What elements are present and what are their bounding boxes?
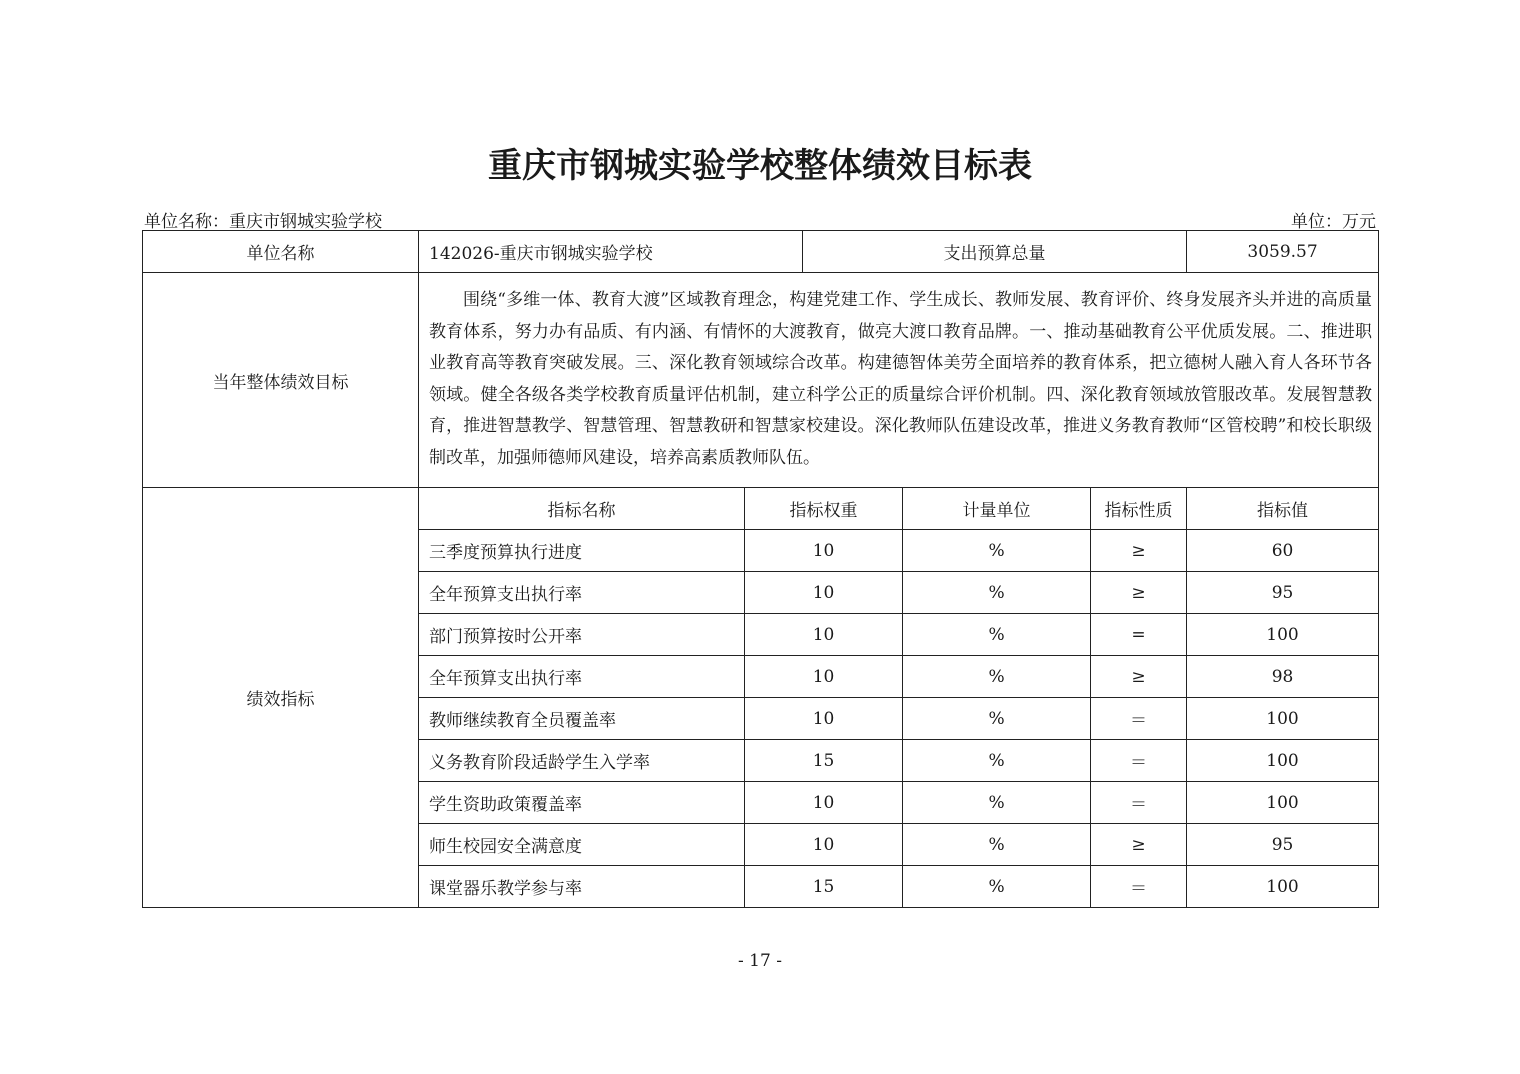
indicator-unit: % bbox=[903, 824, 1091, 866]
indicator-name: 部门预算按时公开率 bbox=[419, 614, 745, 656]
indicator-nature: ≥ bbox=[1091, 530, 1187, 572]
indicator-name: 三季度预算执行进度 bbox=[419, 530, 745, 572]
indicator-unit: % bbox=[903, 656, 1091, 698]
indicator-weight: 10 bbox=[745, 824, 903, 866]
indicator-value: 100 bbox=[1187, 782, 1379, 824]
goal-text: 围绕“多维一体、教育大渡”区域教育理念，构建党建工作、学生成长、教师发展、教育评价、终身发展齐头并进的高质量教育体系，努力办有品质、有内涵、有情怀的大渡教育，做亮大渡口教育品牌。一、推动基础教育公平优质发展。二、推进职业教育高等教育突破发展。三、深化教育领域综合改革。构建德智体美劳全面培养的教育体系，把立德树人融入育人各环节各领域。健全各级各类学校教育质量评估机制，建立科学公正的质量综合评价机制。四、深化教育领域放管服改革。发展智慧教育，推进智慧教学、智慧管理、智慧教研和智慧家校建设。深化教师队伍建设改革，推进义务教育教师“区管校聘”和校长职级制改革，加强师德师风建设，培养高素质教师队伍。 bbox=[419, 273, 1379, 488]
indicator-header-row bbox=[143, 488, 1379, 530]
indicator-unit: % bbox=[903, 614, 1091, 656]
column-header: 指标性质 bbox=[1091, 488, 1187, 530]
indicator-name: 教师继续教育全员覆盖率 bbox=[419, 698, 745, 740]
indicator-nature: ＝ bbox=[1091, 866, 1187, 908]
header-row bbox=[143, 231, 1379, 273]
indicator-name: 学生资助政策覆盖率 bbox=[419, 782, 745, 824]
indicator-unit: % bbox=[903, 782, 1091, 824]
indicator-name: 义务教育阶段适龄学生入学率 bbox=[419, 740, 745, 782]
indicator-value: 60 bbox=[1187, 530, 1379, 572]
column-header: 指标权重 bbox=[745, 488, 903, 530]
indicator-weight: 10 bbox=[745, 656, 903, 698]
column-header: 计量单位 bbox=[903, 488, 1091, 530]
budget-label: 支出预算总量 bbox=[803, 231, 1187, 273]
indicator-name: 全年预算支出执行率 bbox=[419, 656, 745, 698]
indicator-weight: 15 bbox=[745, 866, 903, 908]
indicator-nature: = bbox=[1091, 614, 1187, 656]
unit-name-value: 142026-重庆市钢城实验学校 bbox=[419, 231, 803, 273]
indicator-weight: 10 bbox=[745, 698, 903, 740]
indicator-nature: ≥ bbox=[1091, 656, 1187, 698]
indicator-value: 100 bbox=[1187, 614, 1379, 656]
column-header: 指标值 bbox=[1187, 488, 1379, 530]
budget-value: 3059.57 bbox=[1187, 231, 1379, 273]
performance-target-table bbox=[142, 230, 1379, 908]
page-title: 重庆市钢城实验学校整体绩效目标表 bbox=[488, 146, 1032, 186]
currency-unit-caption: 单位：万元 bbox=[1291, 212, 1376, 232]
indicator-unit: % bbox=[903, 698, 1091, 740]
goal-label: 当年整体绩效目标 bbox=[143, 273, 419, 488]
indicator-nature: ＝ bbox=[1091, 782, 1187, 824]
indicator-nature: ＝ bbox=[1091, 740, 1187, 782]
unit-name-label: 单位名称 bbox=[143, 231, 419, 273]
indicator-unit: % bbox=[903, 866, 1091, 908]
indicator-name: 全年预算支出执行率 bbox=[419, 572, 745, 614]
indicator-nature: ＝ bbox=[1091, 698, 1187, 740]
indicator-nature: ≥ bbox=[1091, 824, 1187, 866]
indicator-unit: % bbox=[903, 572, 1091, 614]
indicator-weight: 10 bbox=[745, 572, 903, 614]
indicator-value: 100 bbox=[1187, 866, 1379, 908]
indicators-label: 绩效指标 bbox=[143, 488, 419, 908]
indicator-weight: 10 bbox=[745, 614, 903, 656]
indicator-value: 95 bbox=[1187, 572, 1379, 614]
indicator-weight: 10 bbox=[745, 530, 903, 572]
indicator-value: 98 bbox=[1187, 656, 1379, 698]
unit-name-caption: 单位名称：重庆市钢城实验学校 bbox=[144, 212, 382, 232]
indicator-value: 95 bbox=[1187, 824, 1379, 866]
column-header: 指标名称 bbox=[419, 488, 745, 530]
indicator-unit: % bbox=[903, 530, 1091, 572]
indicator-weight: 15 bbox=[745, 740, 903, 782]
indicator-value: 100 bbox=[1187, 740, 1379, 782]
indicator-name: 课堂器乐教学参与率 bbox=[419, 866, 745, 908]
indicator-weight: 10 bbox=[745, 782, 903, 824]
indicator-name: 师生校园安全满意度 bbox=[419, 824, 745, 866]
indicator-unit: % bbox=[903, 740, 1091, 782]
page-number: - 17 - bbox=[738, 951, 782, 971]
indicator-value: 100 bbox=[1187, 698, 1379, 740]
goal-row bbox=[143, 273, 1379, 488]
indicator-nature: ≥ bbox=[1091, 572, 1187, 614]
